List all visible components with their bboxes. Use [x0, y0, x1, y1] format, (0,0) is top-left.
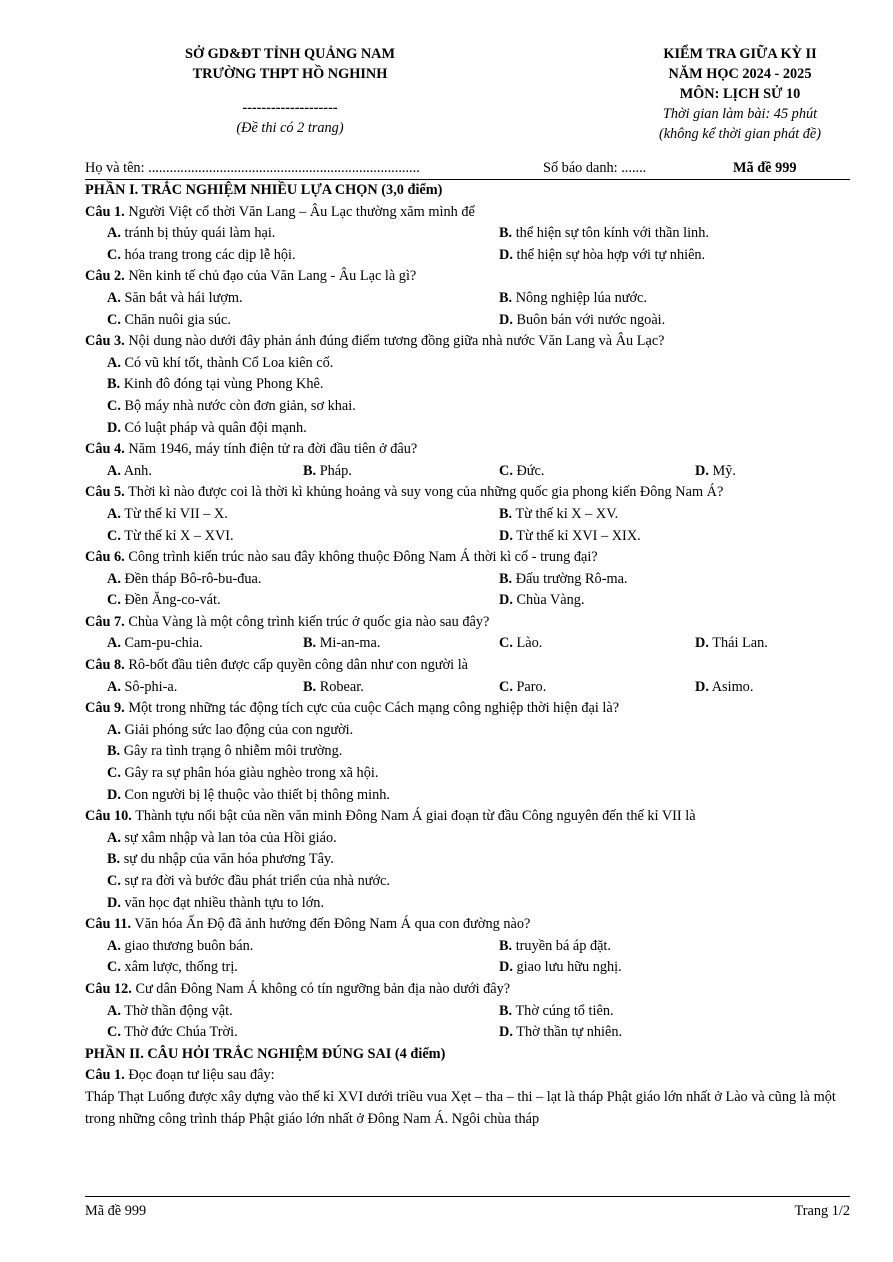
option-text: Cam-pu-chia. — [124, 635, 203, 652]
school-block — [80, 44, 500, 144]
answer-options — [85, 677, 850, 699]
option-text: Thờ thần động vật. — [124, 1002, 233, 1019]
question-number: Câu 2. — [85, 268, 125, 285]
option-letter: D. — [107, 894, 121, 911]
question-text: Một trong những tác động tích cực của cuộc Cách mạng công nghiệp thời hiện đại là? — [128, 700, 620, 717]
question — [85, 202, 850, 224]
question — [85, 612, 850, 634]
option-text: Săn bắt và hái lượm. — [124, 289, 243, 306]
answer-option — [107, 396, 850, 418]
option-text: sự ra đời và bước đầu phát triển của nhà nước. — [124, 873, 390, 889]
answer-options — [85, 633, 850, 655]
question-number: Câu 1. — [85, 1067, 125, 1084]
option-text: Từ thế kỉ XVI – XIX. — [516, 527, 641, 544]
answer-options — [85, 936, 850, 979]
option-letter: A. — [107, 505, 121, 522]
exam-header — [85, 44, 850, 144]
answer-option — [499, 957, 859, 979]
option-text: Paro. — [516, 678, 547, 695]
option-text: Có vũ khí tốt, thành Cổ Loa kiên cố. — [124, 354, 334, 371]
option-letter: C. — [107, 873, 121, 889]
exam-page — [85, 44, 850, 1130]
question-text: Thời kì nào được coi là thời kì khủng hoảng và suy vong của những quốc gia phong kiến Đông Nam Á? — [128, 484, 724, 501]
option-letter: B. — [107, 851, 121, 868]
question-text: Nội dung nào dưới đây phản ánh đúng điểm tương đồng giữa nhà nước Văn Lang và Âu Lạc? — [128, 333, 665, 350]
option-text: Mi-an-ma. — [319, 635, 381, 652]
option-text: Đấu trường Rô-ma. — [515, 570, 628, 587]
option-letter: D. — [499, 1024, 513, 1041]
option-text: thể hiện sự hòa hợp với tự nhiên. — [516, 246, 706, 263]
question-text: Văn hóa Ấn Độ đã ảnh hưởng đến Đông Nam Á qua con đường nào? — [134, 916, 531, 933]
answer-option — [303, 677, 499, 699]
answer-option — [303, 633, 499, 655]
part1-title: PHẦN I. TRẮC NGHIỆM NHIỀU LỰA CHỌN (3,0 điểm) — [85, 182, 443, 198]
header-divider: -------------------- — [242, 100, 338, 116]
answer-option — [499, 633, 695, 655]
option-text: Asimo. — [711, 678, 754, 695]
option-text: Từ thế kỉ VII – X. — [124, 505, 228, 522]
answer-option — [107, 1001, 499, 1023]
answer-option — [499, 288, 859, 310]
option-text: Đức. — [516, 462, 545, 479]
answer-option — [499, 936, 859, 958]
question-text: Năm 1946, máy tính điện tử ra đời đầu tiên ở đâu? — [128, 441, 418, 458]
option-letter: B. — [499, 505, 513, 522]
option-letter: D. — [695, 678, 709, 695]
page-footer — [85, 1196, 850, 1220]
option-letter: A. — [107, 225, 121, 242]
answer-option — [107, 763, 850, 785]
question-number: Câu 8. — [85, 657, 125, 674]
question-number: Câu 5. — [85, 484, 125, 501]
option-text: Thờ đức Chúa Trời. — [124, 1024, 238, 1041]
option-letter: B. — [499, 937, 513, 954]
answer-option — [107, 849, 850, 871]
option-letter: B. — [303, 462, 317, 479]
question-number: Câu 12. — [85, 980, 132, 997]
question — [85, 547, 850, 569]
exam-title-block — [590, 44, 890, 144]
answer-option — [303, 461, 499, 483]
question-number: Câu 6. — [85, 549, 125, 566]
option-letter: B. — [107, 376, 121, 393]
footer-exam-code: Mã đề 999 — [85, 1203, 147, 1219]
option-letter: B. — [499, 570, 513, 587]
option-letter: D. — [107, 419, 121, 436]
option-text: Nông nghiệp lúa nước. — [515, 289, 647, 306]
option-text: Sô-phi-a. — [124, 678, 178, 695]
answer-options — [85, 223, 850, 266]
option-letter: A. — [107, 570, 121, 587]
answer-option — [107, 504, 499, 526]
option-letter: D. — [499, 959, 513, 976]
department-name: SỞ GD&ĐT TỈNH QUẢNG NAM — [185, 46, 395, 62]
question-text: Chùa Vàng là một công trình kiến trúc ở quốc gia nào sau đây? — [128, 613, 490, 630]
answer-option — [107, 893, 850, 915]
question-text: Nền kinh tế chủ đạo của Văn Lang - Âu Lạc là gì? — [128, 268, 417, 285]
answer-option — [107, 741, 850, 763]
answer-options — [85, 461, 850, 483]
option-text: Gây ra tình trạng ô nhiễm môi trường. — [123, 743, 343, 760]
question-number: Câu 11. — [85, 916, 132, 933]
option-text: Pháp. — [319, 462, 352, 479]
question — [85, 806, 850, 828]
option-letter: D. — [499, 246, 513, 263]
time-limit: Thời gian làm bài: 45 phút — [662, 106, 818, 122]
answer-option — [107, 245, 499, 267]
answer-option — [499, 1001, 859, 1023]
option-letter: D. — [499, 311, 513, 328]
answer-option — [499, 590, 859, 612]
answer-option — [499, 569, 859, 591]
option-text: sự du nhập của văn hóa phương Tây. — [123, 851, 334, 868]
student-info-line — [85, 158, 850, 180]
answer-options — [85, 353, 850, 439]
option-text: Từ thế kỉ X – XV. — [515, 505, 619, 522]
answer-option — [107, 569, 499, 591]
option-letter: C. — [499, 678, 513, 695]
option-text: Thờ thần tự nhiên. — [516, 1024, 623, 1041]
answer-option — [499, 526, 859, 548]
option-letter: C. — [107, 527, 121, 544]
option-letter: B. — [499, 1002, 513, 1019]
question-text: Người Việt cổ thời Văn Lang – Âu Lạc thường xăm mình để — [128, 203, 475, 220]
option-text: tránh bị thủy quái làm hại. — [124, 225, 276, 242]
option-text: Robear. — [319, 678, 364, 695]
option-text: thể hiện sự tôn kính với thần linh. — [515, 225, 709, 242]
option-letter: A. — [107, 289, 121, 306]
option-text: văn học đạt nhiều thành tựu to lớn. — [124, 894, 325, 911]
question-text: Cư dân Đông Nam Á không có tín ngưỡng bản địa nào dưới đây? — [135, 980, 511, 997]
answer-option — [695, 677, 865, 699]
answer-option — [107, 677, 303, 699]
option-text: sự xâm nhập và lan tỏa của Hồi giáo. — [124, 829, 337, 846]
answer-option — [499, 245, 859, 267]
part2-question — [85, 1065, 850, 1087]
answer-option — [499, 504, 859, 526]
question-text: Công trình kiến trúc nào sau đây không thuộc Đông Nam Á thời kì cổ - trung đại? — [128, 549, 598, 566]
exam-title: KIỂM TRA GIỮA KỲ II — [663, 46, 817, 62]
option-letter: A. — [107, 635, 121, 652]
answer-option — [499, 461, 695, 483]
option-text: Chăn nuôi gia súc. — [124, 311, 231, 328]
option-text: Có luật pháp và quân đội mạnh. — [124, 419, 307, 436]
answer-option — [107, 828, 850, 850]
option-text: hóa trang trong các dịp lễ hội. — [124, 246, 296, 263]
option-letter: C. — [107, 246, 121, 263]
option-letter: C. — [499, 462, 513, 479]
option-letter: B. — [303, 678, 317, 695]
subject: MÔN: LỊCH SỬ 10 — [679, 86, 801, 102]
question — [85, 655, 850, 677]
answer-option — [107, 936, 499, 958]
question — [85, 439, 850, 461]
answer-option — [107, 957, 499, 979]
option-letter: A. — [107, 678, 121, 695]
answer-option — [499, 677, 695, 699]
answer-option — [499, 1022, 859, 1044]
answer-options — [85, 288, 850, 331]
option-text: giao thương buôn bán. — [124, 937, 254, 954]
option-text: Bộ máy nhà nước còn đơn giản, sơ khai. — [124, 397, 356, 414]
question-number: Câu 4. — [85, 441, 125, 458]
part2-title: PHẦN II. CÂU HỎI TRẮC NGHIỆM ĐÚNG SAI (4 điểm) — [85, 1045, 446, 1062]
school-year: NĂM HỌC 2024 - 2025 — [668, 66, 812, 82]
option-letter: A. — [107, 462, 121, 479]
option-letter: A. — [107, 829, 121, 846]
student-id-field: Số báo danh: ....... — [543, 160, 647, 176]
question — [85, 979, 850, 1001]
option-letter: C. — [107, 592, 121, 609]
answer-option — [107, 633, 303, 655]
option-text: Thờ cúng tổ tiên. — [515, 1002, 614, 1019]
question-number: Câu 10. — [85, 808, 132, 825]
option-text: Lào. — [516, 635, 543, 652]
question — [85, 331, 850, 353]
school-name: TRƯỜNG THPT HỒ NGHINH — [192, 66, 388, 82]
option-text: Gây ra sự phân hóa giàu nghèo trong xã hội. — [124, 765, 379, 782]
answer-option — [499, 223, 859, 245]
option-text: Giải phóng sức lao động của con người. — [124, 721, 354, 738]
option-text: Kinh đô đóng tại vùng Phong Khê. — [123, 376, 324, 393]
option-letter: D. — [499, 592, 513, 609]
answer-option — [107, 871, 850, 893]
option-letter: C. — [107, 959, 121, 976]
answer-option — [107, 526, 499, 548]
answer-option — [695, 461, 865, 483]
question — [85, 914, 850, 936]
question-number: Câu 7. — [85, 613, 125, 630]
question — [85, 266, 850, 288]
option-letter: C. — [499, 635, 513, 652]
option-letter: D. — [499, 527, 513, 544]
answer-options — [85, 828, 850, 914]
option-letter: B. — [303, 635, 317, 652]
answer-options — [85, 504, 850, 547]
question-number: Câu 3. — [85, 333, 125, 350]
answer-option — [107, 353, 850, 375]
option-letter: B. — [499, 289, 513, 306]
option-text: Buôn bán với nước ngoài. — [516, 311, 666, 328]
answer-option — [107, 720, 850, 742]
option-letter: B. — [499, 225, 513, 242]
option-text: Thái Lan. — [712, 635, 768, 652]
exam-body — [85, 180, 850, 1130]
question — [85, 482, 850, 504]
answer-option — [107, 374, 850, 396]
option-text: Anh. — [123, 462, 152, 479]
option-letter: D. — [695, 462, 709, 479]
option-text: Đền tháp Bô-rô-bu-đua. — [124, 570, 262, 587]
answer-options — [85, 569, 850, 612]
option-letter: D. — [695, 635, 709, 652]
time-note: (không kể thời gian phát đề) — [658, 126, 822, 142]
footer-page-number: Trang 1/2 — [794, 1203, 850, 1219]
option-text: truyền bá áp đặt. — [515, 937, 611, 954]
student-name-field: Họ và tên: ............................................................................ — [85, 160, 420, 176]
answer-option — [107, 590, 499, 612]
option-letter: A. — [107, 937, 121, 954]
option-text: Chùa Vàng. — [516, 592, 585, 609]
question-text: Thành tựu nổi bật của nền văn minh Đông Nam Á giai đoạn từ đầu Công nguyên đến thế kỉ VII là — [135, 808, 696, 825]
option-letter: A. — [107, 1002, 121, 1019]
question-number: Câu 1. — [85, 203, 125, 220]
option-text: giao lưu hữu nghị. — [516, 959, 622, 976]
answer-option — [107, 461, 303, 483]
answer-option — [107, 223, 499, 245]
option-text: Từ thế kỉ X – XVI. — [124, 527, 234, 544]
answer-option — [107, 418, 850, 440]
option-letter: C. — [107, 397, 121, 414]
answer-options — [85, 1001, 850, 1044]
answer-option — [107, 1022, 499, 1044]
answer-option — [107, 310, 499, 332]
option-letter: B. — [107, 743, 121, 760]
question-text: Rô-bốt đầu tiên được cấp quyền công dân như con người là — [128, 657, 469, 674]
answer-option — [107, 288, 499, 310]
option-text: xâm lược, thống trị. — [124, 959, 238, 976]
option-letter: A. — [107, 354, 121, 371]
option-letter: C. — [107, 311, 121, 328]
answer-options — [85, 720, 850, 806]
option-letter: D. — [107, 786, 121, 803]
answer-option — [107, 785, 850, 807]
question-text: Đọc đoạn tư liệu sau đây: — [128, 1067, 275, 1084]
option-text: Mỹ. — [712, 462, 736, 479]
option-letter: A. — [107, 721, 121, 738]
option-letter: C. — [107, 765, 121, 782]
answer-option — [695, 633, 865, 655]
source-passage: Tháp Thạt Luổng được xây dựng vào thế kỉ XVI dưới triều vua Xẹt – tha – thi – lạt là tháp Phật giáo lớn nhất ở Lào và cũng là một trong những công trình tháp Phật giáo lớn nhất ở Đông Nam Á. Ngôi chùa tháp — [85, 1088, 836, 1127]
answer-option — [499, 310, 859, 332]
option-text: Đền Ăng-co-vát. — [124, 592, 221, 609]
option-letter: C. — [107, 1024, 121, 1041]
question-number: Câu 9. — [85, 700, 125, 717]
option-text: Con người bị lệ thuộc vào thiết bị thông minh. — [124, 786, 390, 803]
page-count-note: (Đề thi có 2 trang) — [236, 120, 344, 136]
question — [85, 698, 850, 720]
exam-code: Mã đề 999 — [733, 160, 797, 176]
